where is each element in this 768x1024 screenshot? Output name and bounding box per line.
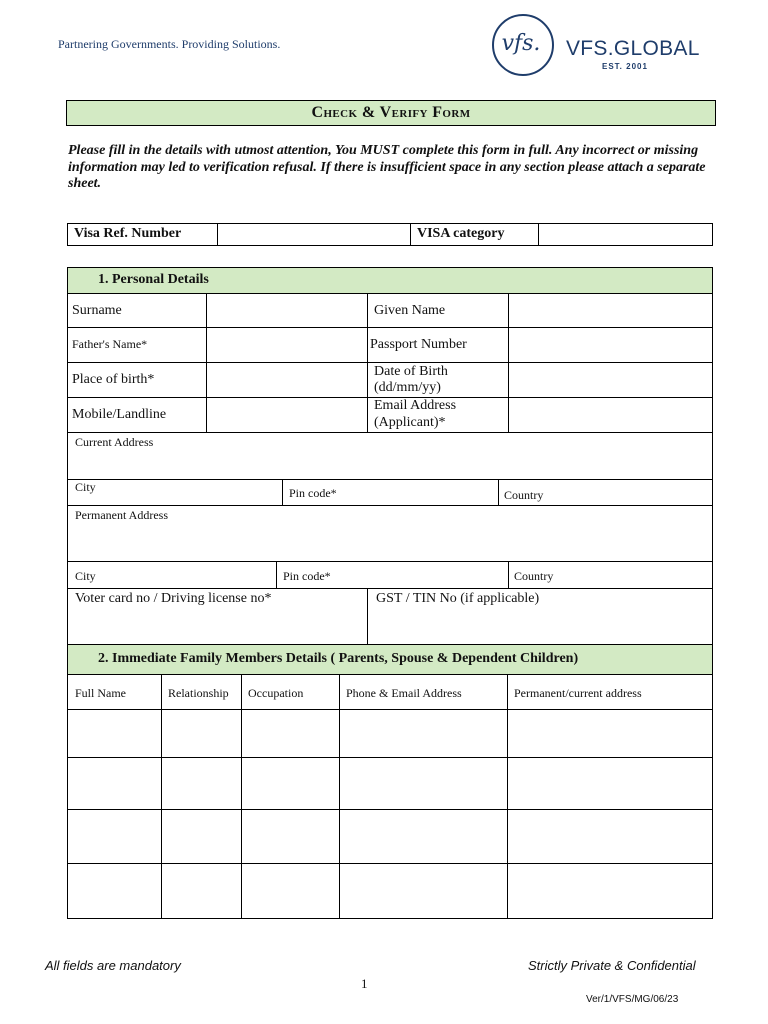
current-city-label: City bbox=[75, 480, 96, 494]
visa-ref-label: Visa Ref. Number bbox=[68, 224, 218, 245]
dob-format-label: (dd/mm/yy) bbox=[374, 380, 441, 395]
personal-and-family-form bbox=[67, 267, 713, 919]
col-occupation: Occupation bbox=[248, 686, 304, 700]
permanent-city-label: City bbox=[75, 569, 96, 583]
tagline: Partnering Governments. Providing Solutions. bbox=[58, 37, 281, 51]
section2-heading: 2. Immediate Family Members Details ( Parents, Spouse & Dependent Children) bbox=[98, 651, 579, 666]
mandatory-note: All fields are mandatory bbox=[45, 958, 181, 973]
given-name-label: Given Name bbox=[374, 303, 446, 318]
col-full-name: Full Name bbox=[75, 686, 126, 700]
logo-est: EST. 2001 bbox=[602, 62, 648, 71]
section1-heading: 1. Personal Details bbox=[98, 272, 209, 287]
permanent-address-label: Permanent Address bbox=[75, 508, 168, 522]
current-country-label: Country bbox=[504, 488, 544, 502]
permanent-pin-code-label: Pin code* bbox=[283, 569, 331, 583]
version-code: Ver/1/VFS/MG/06/23 bbox=[586, 994, 679, 1005]
logo-mark: vfs. bbox=[501, 31, 541, 56]
mobile-label: Mobile/Landline bbox=[72, 407, 167, 422]
form-title: Check & Verify Form bbox=[66, 100, 716, 126]
vfs-global-logo bbox=[490, 14, 700, 80]
page-number: 1 bbox=[361, 976, 368, 991]
col-relationship: Relationship bbox=[168, 686, 229, 700]
permanent-country-label: Country bbox=[514, 569, 554, 583]
visa-category-label: VISA category bbox=[411, 224, 539, 245]
col-phone-email: Phone & Email Address bbox=[346, 686, 462, 700]
fathers-name-label: Father's Name* bbox=[72, 337, 148, 351]
visa-ref-row bbox=[67, 223, 713, 246]
current-address-label: Current Address bbox=[75, 435, 154, 449]
surname-label: Surname bbox=[72, 303, 122, 318]
col-address: Permanent/current address bbox=[514, 686, 642, 700]
confidential-note: Strictly Private & Confidential bbox=[528, 958, 696, 973]
visa-ref-input[interactable] bbox=[218, 224, 411, 245]
instructions-text: Please fill in the details with utmost attention, You MUST complete this form in full. Any incorrect or missing information may led to verification refusal. If there is insufficient space in any section please attach a separate sheet. bbox=[68, 143, 706, 191]
logo-name: VFS.GLOBAL bbox=[566, 37, 700, 60]
email-label: Email Address bbox=[374, 398, 457, 413]
passport-number-label: Passport Number bbox=[370, 337, 467, 352]
place-of-birth-label: Place of birth* bbox=[72, 372, 155, 387]
visa-category-input[interactable] bbox=[539, 224, 712, 245]
voter-card-label: Voter card no / Driving license no* bbox=[75, 591, 272, 606]
current-pin-code-label: Pin code* bbox=[289, 486, 337, 500]
gst-tin-label: GST / TIN No (if applicable) bbox=[376, 591, 540, 606]
dob-label: Date of Birth bbox=[374, 364, 448, 379]
email-applicant-label: (Applicant)* bbox=[374, 415, 446, 430]
